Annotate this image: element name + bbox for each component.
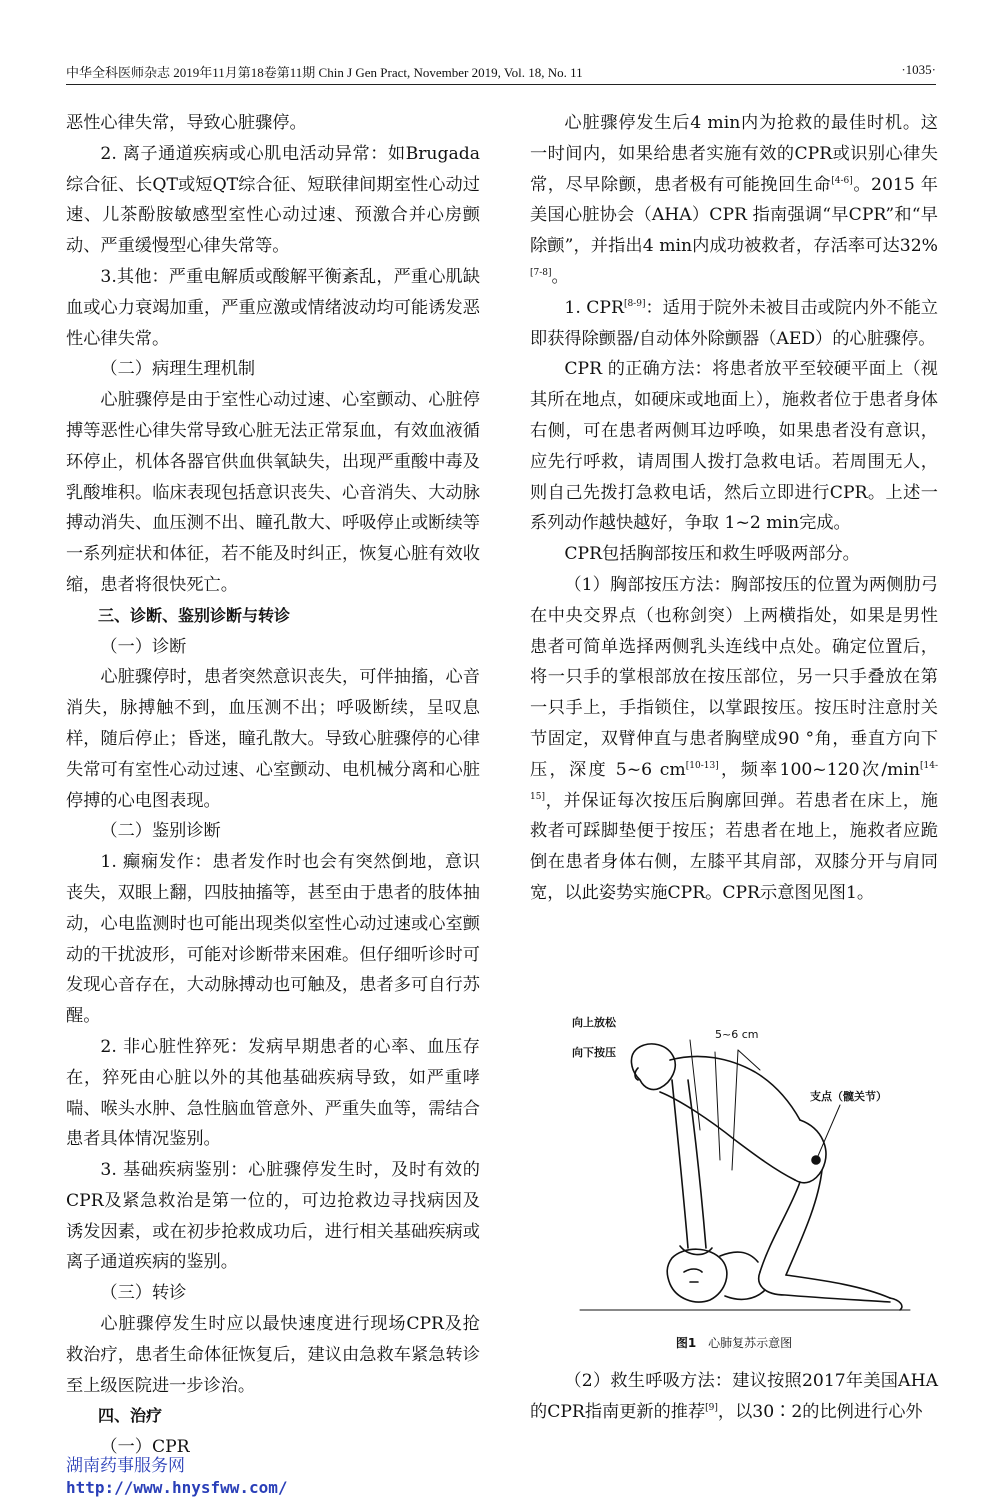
figure-caption: [530, 1334, 938, 1351]
left-column: [66, 108, 480, 1463]
label-pivot-hip: 支点（髋关节）: [810, 1090, 887, 1103]
right-column-continued: [530, 1366, 938, 1428]
paragraph: 1. 癫痫发作：患者发作时也会有突然倒地，意识丧失，双眼上翻，四肢抽搐等，甚至由于患者的肢体抽动，心电监测时也可能出现类似室性心动过速或心室颤动的干扰波形，可能对诊断带来困难。但仔细听诊时可发现心音存在，大动脉搏动也可触及，患者多可自行苏醒。: [66, 852, 480, 1027]
paragraph: 心脏骤停时，患者突然意识丧失，可伴抽搐，心音消失，脉搏触不到，血压测不出；呼吸断续，呈叹息样，随后停止；昏迷，瞳孔散大。导致心脏骤停的心律失常可有室性心动过速、心室颤动、电机械分离和心脏停搏的心电图表现。: [66, 667, 480, 811]
figure-number: 图1: [675, 1336, 697, 1350]
citation: [8-9]: [623, 298, 646, 309]
section-heading: 三、诊断、鉴别诊断与转诊: [98, 605, 291, 625]
paragraph: 1. CPR[8-9]：适用于院外未被目击或院内外不能立即获得除颤器/自动体外除颤器（AED）的心脏骤停。: [530, 297, 938, 349]
paragraph: 心脏骤停是由于室性心动过速、心室颤动、心脏停搏等恶性心律失常导致心脏无法正常泵血，有效血液循环停止，机体各器官供血供氧缺失，出现严重酸中毒及乳酸堆积。临床表现包括意识丧失、心音消失、大动脉搏动消失、血压测不出、瞳孔散大、呼吸停止或断续等一系列症状和体征，若不能及时纠正，恢复心脏有效收缩，患者将很快死亡。: [66, 390, 480, 595]
label-release-up: 向上放松: [572, 1016, 616, 1029]
right-column: [530, 108, 938, 909]
paragraph: CPR包括胸部按压和救生呼吸两部分。: [564, 544, 860, 565]
section-heading: 四、治疗: [98, 1406, 163, 1426]
running-header: [66, 60, 936, 85]
journal-citation: 中华全科医师杂志 2019年11月第18卷第11期 Chin J Gen Pract, November 2019, Vol. 18, No. 11: [66, 65, 583, 80]
citation: [4-6]: [831, 175, 853, 186]
subheading: （二）病理生理机制: [100, 359, 256, 380]
paragraph: 3. 基础疾病鉴别：心脏骤停发生时，及时有效的CPR及紧急救治是第一位的，可边抢救边寻找病因及诱发因素，或在初步抢救成功后，进行相关基础疾病或离子通道疾病的鉴别。: [66, 1160, 480, 1273]
paragraph: 2. 离子通道疾病或心肌电活动异常：如Brugada综合征、长QT或短QT综合征、短联律间期室性心动过速、儿茶酚胺敏感型室性心动过速、预激合并心房颤动、严重缓慢型心律失常等。: [66, 143, 480, 257]
label-press-down: 向下按压: [572, 1046, 616, 1059]
subheading: （一）诊断: [100, 636, 187, 657]
site-watermark: [66, 1455, 288, 1499]
label-depth: 5~6 cm: [715, 1028, 759, 1041]
citation: [10-13]: [685, 760, 719, 771]
page-number: ·1035·: [901, 62, 936, 77]
citation: [9]: [705, 1402, 718, 1413]
citation: [14-15]: [530, 760, 938, 802]
paragraph: 心脏骤停发生时应以最快速度进行现场CPR及抢救治疗，患者生命体征恢复后，建议由急救车紧急转诊至上级医院进一步诊治。: [66, 1314, 480, 1396]
watermark-url[interactable]: http://www.hnysfww.com/: [66, 1478, 288, 1497]
citation: [7-8]: [530, 267, 552, 278]
paragraph: 恶性心律失常，导致心脏骤停。: [66, 113, 307, 133]
figure-caption-text: 心肺复苏示意图: [708, 1336, 793, 1350]
watermark-site-name: 湖南药事服务网: [66, 1456, 185, 1476]
subheading: （二）鉴别诊断: [100, 821, 221, 842]
paragraph: 2. 非心脏性猝死：发病早期患者的心率、血压存在，猝死由心脏以外的其他基础疾病导致，如严重哮喘、喉头水肿、急性脑血管意外、严重失血等，需结合患者具体情况鉴别。: [66, 1036, 480, 1150]
paragraph: （1）胸部按压方法：胸部按压的位置为两侧肋弓在中央交界点（也称剑突）上两横指处，如果是男性患者可简单选择两侧乳头连线中点处。确定位置后，将一只手的掌根部放在按压部位，另一只手叠放在第一只手上，手指锁住，以掌跟按压。按压时注意肘关节固定，双臂伸直与患者胸壁成90 °角，垂直方向下压，深度 5~6 cm[10-13]，频率100~120次/min[14-15]，并保证每次按压后胸廓回弹。若患者在床上，施救者可踩脚垫便于按压；若患者在地上，施救者应跪倒在患者身体右侧，左膝平其肩部，双膝分开与肩同宽，以此姿势实施CPR。CPR示意图见图1。: [530, 574, 938, 903]
paragraph: CPR 的正确方法：将患者放平至较硬平面上（视其所在地点，如硬床或地面上），施救者位于患者身体右侧，可在患者两侧耳边呼唤，如果患者没有意识，应先行呼救，请周围人拨打急救电话。若周围无人，则自己先拨打急救电话，然后立即进行CPR。上述一系列动作越快越好，争取 1~2 min完成。: [530, 359, 938, 534]
subheading: （三）转诊: [100, 1283, 187, 1304]
paragraph: 3.其他：严重电解质或酸解平衡紊乱，严重心肌缺血或心力衰竭加重，严重应激或情绪波动均可能诱发恶性心律失常。: [66, 266, 480, 349]
paragraph: 心脏骤停发生后4 min内为抢救的最佳时机。这一时间内，如果给患者实施有效的CPR或识别心律失常，尽早除颤，患者极有可能挽回生命[4-6]。2015 年美国心脏协会（AHA）CPR 指南强调“早CPR”和“早除颤”，并指出4 min内成功被救者，存活率可达32%[7-8]。: [530, 113, 938, 287]
paragraph: （2）救生呼吸方法：建议按照2017年美国AHA的CPR指南更新的推荐[9]，以30∶2的比例进行心外: [530, 1371, 938, 1422]
subheading: （一）CPR: [100, 1437, 190, 1458]
cpr-figure: [560, 1010, 920, 1350]
